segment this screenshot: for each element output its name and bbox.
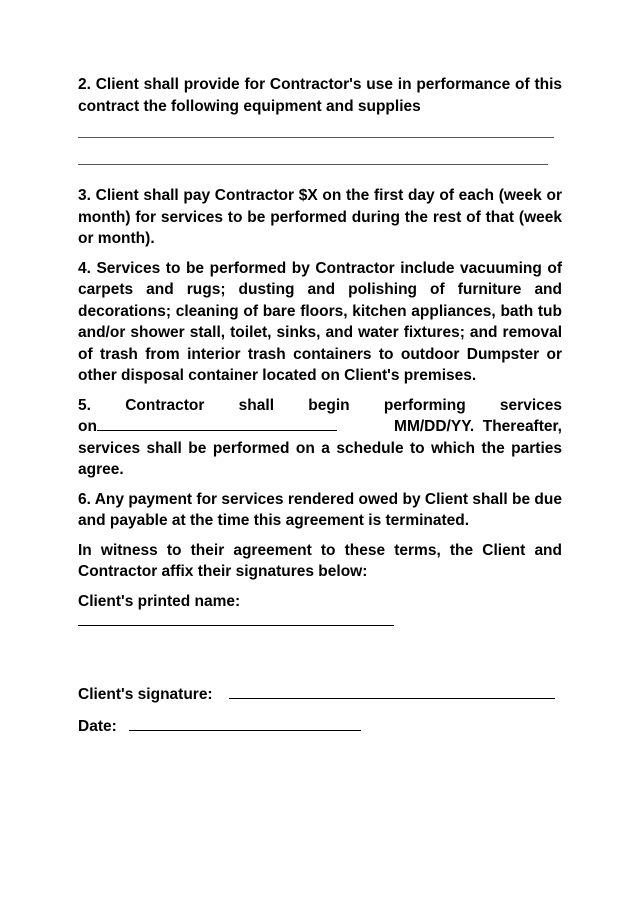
- signature-blank[interactable]: [229, 698, 555, 699]
- clause-5-date-format: MM/DD/YY. Thereafter,: [394, 418, 562, 435]
- clause-6: 6. Any payment for services rendered owed by Client shall be due and payable at the time this agreement is terminated.: [78, 490, 562, 529]
- witness-statement: In witness to their agreement to these terms, the Client and Contractor affix their signatures below:: [78, 541, 562, 580]
- clause-3: 3. Client shall pay Contractor $X on the first day of each (week or month) for services to be performed during the rest of that (week or month).: [78, 187, 562, 247]
- date-label: Date:: [78, 717, 117, 735]
- clause-5-line-2: [78, 416, 562, 438]
- printed-name-blank[interactable]: [78, 625, 394, 626]
- date-row: [78, 716, 562, 738]
- signature-block: [78, 591, 562, 738]
- signature-label: Client's signature:: [78, 686, 213, 703]
- start-date-blank[interactable]: [97, 430, 337, 431]
- supplies-blank-line-2[interactable]: [78, 164, 548, 165]
- printed-name-label: Client's printed name:: [78, 592, 241, 610]
- clause-5-line-1: 5. Contractor shall begin performing services: [78, 396, 562, 414]
- clause-5-on: on: [78, 418, 97, 435]
- clause-5: [78, 395, 562, 481]
- signature-row: [78, 684, 562, 706]
- clause-5-rest: services shall be performed on a schedule to which the parties agree.: [78, 439, 562, 478]
- date-blank[interactable]: [129, 730, 361, 731]
- contract-page: [78, 74, 562, 737]
- clause-2: 2. Client shall provide for Contractor's use in performance of this contract the following equipment and supplies: [78, 76, 562, 115]
- clause-4: 4. Services to be performed by Contractor include vacuuming of carpets and rugs; dusting and polishing of furniture and decorations; cleaning of bare floors, kitchen appliances, bath tub and/or shower stall, toilet, sinks, and water fixtures; and removal of trash from interior trash containers to outdoor Dumpster or other disposal container located on Client's premises.: [78, 259, 562, 384]
- supplies-blank-line-1[interactable]: [78, 137, 554, 138]
